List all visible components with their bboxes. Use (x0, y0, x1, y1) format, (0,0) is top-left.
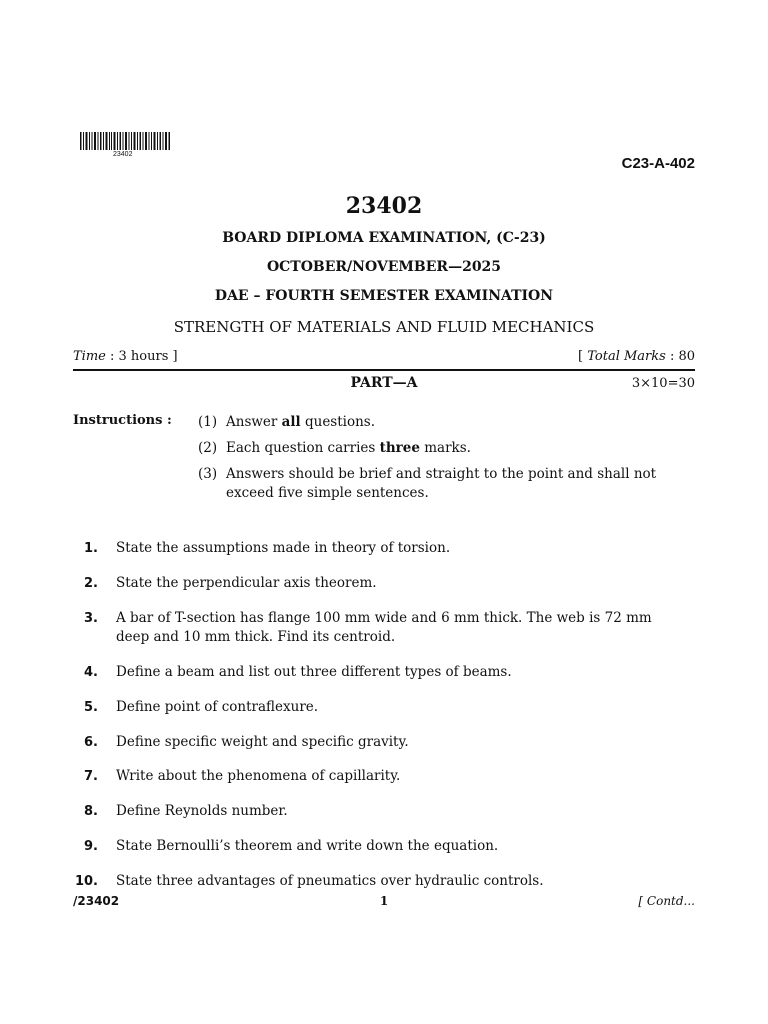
paper-code: 23402 (345, 193, 423, 219)
question-text: State Bernoulli’s theorem and write down the equation. (116, 838, 499, 854)
marks-prefix: [ (578, 349, 588, 364)
question-number: 9. (84, 839, 98, 854)
barcode-number: 23402 (113, 151, 133, 158)
instruction-number: (3) (198, 466, 218, 482)
question-number: 7. (84, 769, 98, 784)
instruction-text: Each question carries three marks. (226, 440, 471, 456)
question-text: Define point of contraflexure. (116, 699, 319, 715)
question-text: State three advantages of pneumatics over hydraulic controls. (116, 873, 544, 889)
question-text: Define a beam and list out three different types of beams. (116, 664, 512, 680)
time-label: Time (73, 349, 106, 364)
header-rule (73, 369, 695, 371)
instructions-label: Instructions : (73, 413, 172, 428)
question-number: 8. (84, 804, 98, 819)
exam-title: BOARD DIPLOMA EXAMINATION, (C-23) (222, 230, 546, 246)
question-number: 6. (84, 735, 98, 750)
question-text: State the assumptions made in theory of torsion. (116, 540, 451, 556)
time-value: : 3 hours ] (105, 349, 178, 364)
instruction-text: Answers should be brief and straight to the point and shall not exceed five simple sentences. (226, 466, 657, 501)
time-allowed (73, 349, 178, 364)
instruction-number: (1) (198, 414, 218, 430)
exam-semester: DAE – FOURTH SEMESTER EXAMINATION (214, 288, 554, 304)
instruction-text: Answer all questions. (226, 414, 376, 430)
question-number: 1. (84, 541, 98, 556)
total-marks (578, 349, 695, 364)
question-paper-code: C23-A-402 (621, 155, 695, 172)
exam-session: OCTOBER/NOVEMBER—2025 (266, 259, 502, 275)
question-text: Define Reynolds number. (116, 803, 288, 819)
page-number: 1 (379, 894, 389, 908)
marks-label: Total Marks (587, 349, 666, 364)
continued-note: [ Contd... (638, 894, 695, 908)
marks-value: : 80 (665, 349, 695, 364)
question-text: Write about the phenomena of capillarity. (116, 768, 401, 784)
subject-title: STRENGTH OF MATERIALS AND FLUID MECHANICS (173, 318, 595, 336)
question-text: A bar of T-section has flange 100 mm wide and 6 mm thick. The web is 72 mm deep and 10 mm thick. Find its centroid. (116, 610, 652, 645)
part-marks: 3×10=30 (631, 376, 695, 391)
question-number: 5. (84, 700, 98, 715)
question-number: 10. (74, 874, 98, 889)
question-number: 2. (84, 576, 98, 591)
question-text: Define specific weight and specific gravity. (116, 734, 409, 750)
instruction-number: (2) (198, 440, 218, 456)
question-number: 4. (84, 665, 98, 680)
question-text: State the perpendicular axis theorem. (116, 575, 377, 591)
footer-paper-code: /23402 (73, 894, 120, 908)
question-number: 3. (84, 611, 98, 626)
part-title: PART—A (350, 375, 418, 391)
